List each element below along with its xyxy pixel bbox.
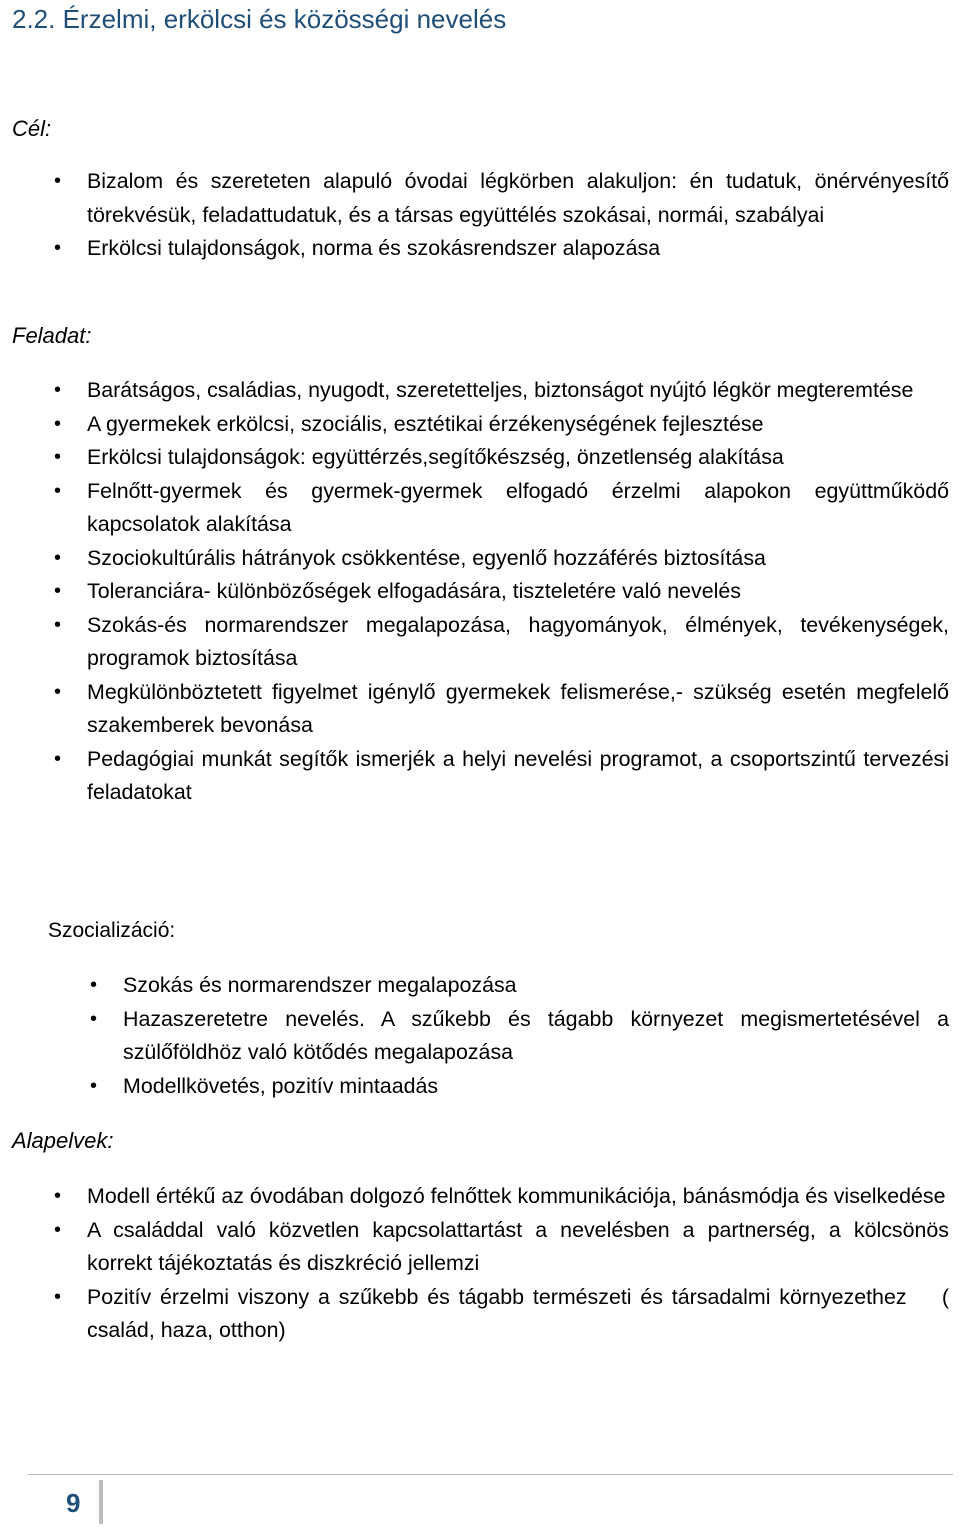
footer-divider [99, 1480, 103, 1524]
section-label-szocializacio: Szocializáció: [48, 919, 176, 942]
list-item: • Pedagógiai munkát segítők ismerjék a helyi nevelési programot, a csoportszintű tervezési feladatokat [87, 743, 949, 810]
list-item: • Megkülönböztetett figyelmet igénylő gyermekek felismerése,- szükség esetén megfelelő szakemberek bevonása [87, 676, 949, 743]
bullet-list-alapelvek [87, 1180, 955, 1348]
list-item: • Modell értékű az óvodában dolgozó felnőttek kommunikációja, bánásmódja és viselkedése [87, 1180, 949, 1214]
list-item: • Erkölcsi tulajdonságok, norma és szokásrendszer alapozása [87, 232, 949, 266]
section-label-feladat: Feladat: [12, 323, 92, 348]
list-item: • Pozitív érzelmi viszony a szűkebb és tágabb természeti és társadalmi környezethez ( család, haza, otthon) [87, 1281, 949, 1348]
section-label-cel: Cél: [12, 116, 52, 141]
page-title: 2.2. Érzelmi, erkölcsi és közösségi nevelés [12, 4, 507, 34]
page-number: 9 [66, 1488, 81, 1518]
list-item: • Bizalom és szereteten alapuló óvodai légkörben alakuljon: én tudatuk, önérvényesítő törekvésük, feladattudatuk, és a társas együttélés szokásai, normái, szabályai [87, 165, 949, 232]
bullet-list-cel [87, 165, 949, 266]
list-item: • Felnőtt-gyermek és gyermek-gyermek elfogadó érzelmi alapokon együttműködő kapcsolatok alakítása [87, 475, 949, 542]
list-item: • Szokás és normarendszer megalapozása [123, 969, 949, 1003]
list-item: • A családdal való közvetlen kapcsolattartást a nevelésben a partnerség, a kölcsönös korrekt tájékoztatás és diszkréció jellemzi [87, 1214, 949, 1281]
footer-rule [28, 1474, 953, 1475]
list-item: • Modellkövetés, pozitív mintaadás [123, 1070, 949, 1104]
bullet-list-feladat [87, 374, 949, 810]
list-item: • Szokás-és normarendszer megalapozása, hagyományok, élmények, tevékenységek, programok biztosítása [87, 609, 949, 676]
list-item: • A gyermekek erkölcsi, szociális, esztétikai érzékenységének fejlesztése [87, 408, 949, 442]
list-item: • Hazaszeretetre nevelés. A szűkebb és tágabb környezet megismertetésével a szülőföldhöz való kötődés megalapozása [123, 1003, 949, 1070]
section-label-alapelvek: Alapelvek: [12, 1128, 114, 1153]
bullet-list-szocializacio [123, 969, 949, 1103]
list-item: • Toleranciára- különbözőségek elfogadására, tiszteletére való nevelés [87, 575, 949, 609]
list-item: • Erkölcsi tulajdonságok: együttérzés,segítőkészség, önzetlenség alakítása [87, 441, 949, 475]
list-item: • Szociokultúrális hátrányok csökkentése, egyenlő hozzáférés biztosítása [87, 542, 949, 576]
list-item: • Barátságos, családias, nyugodt, szeretetteljes, biztonságot nyújtó légkör megteremtése [87, 374, 949, 408]
